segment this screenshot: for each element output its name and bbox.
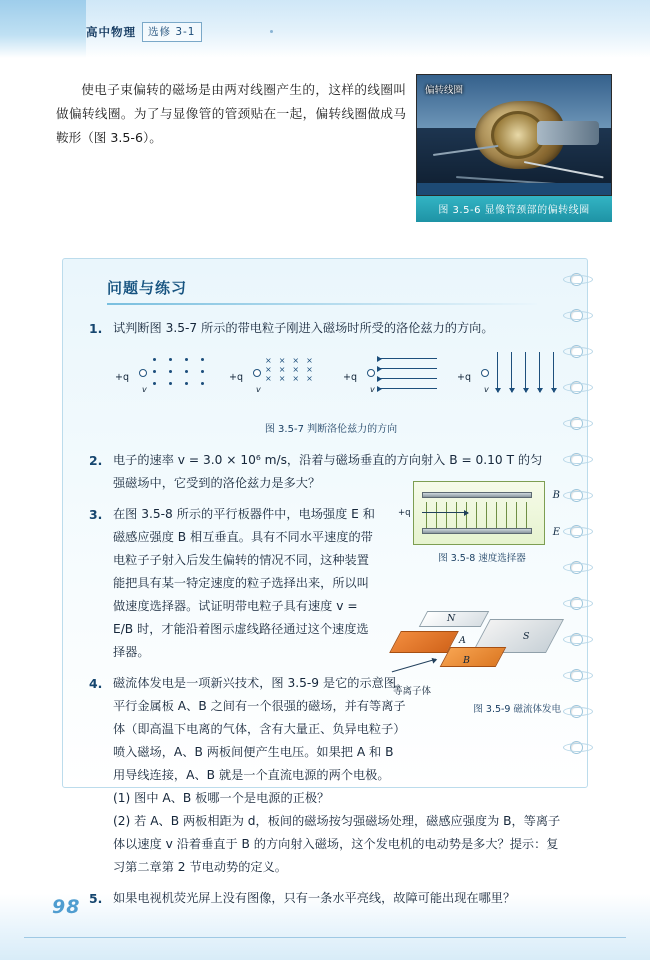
question-number: 1. <box>89 321 103 336</box>
charge-label: +q <box>229 372 243 383</box>
figure-3-5-6-caption: 图 3.5-6 显像管颈部的偏转线圈 <box>416 196 612 222</box>
binding-ring <box>563 419 593 428</box>
pole-s-label: S <box>523 631 530 642</box>
bottom-divider-rule <box>24 937 626 938</box>
binding-ring <box>563 491 593 500</box>
binding-ring <box>563 275 593 284</box>
binding-ring <box>563 743 593 752</box>
binding-ring <box>563 455 593 464</box>
figure-3-5-6 <box>416 74 612 222</box>
figure-3-5-7-caption: 图 3.5-7 判断洛伦兹力的方向 <box>264 424 398 435</box>
velocity-selector-diagram <box>398 481 560 545</box>
panel-title: 问题与练习 <box>107 279 188 297</box>
particle-marker <box>481 369 489 377</box>
photo-overlay-label: 偏转线圈 <box>425 85 464 96</box>
field-dots <box>151 356 215 392</box>
charge-label: +q <box>343 372 357 383</box>
field-arrows-horizontal <box>379 352 443 396</box>
lower-plate <box>422 528 532 534</box>
intro-paragraph: 使电子束偏转的磁场是由两对线圈产生的，这样的线圈叫做偏转线圈。为了与显像管的管颈贴在一起，偏转线圈做成马鞍形（图 3.5-6）。 <box>56 82 406 145</box>
question-subitem: (1) 图中 A、B 板哪一个是电源的正极？ <box>113 791 330 805</box>
field-B-label: B <box>552 490 560 501</box>
field-arrows-vertical <box>493 352 557 396</box>
velocity-label: v <box>484 385 489 394</box>
photo-bottom-bar <box>417 183 611 195</box>
plasma-flow-arrow <box>392 659 436 673</box>
question-text: 试判断图 3.5-7 所示的带电粒子刚进入磁场时所受的洛伦兹力的方向。 <box>113 321 494 335</box>
question-number: 5. <box>89 891 103 906</box>
binding-ring <box>563 527 593 536</box>
field-panel-arrows-down <box>457 350 559 398</box>
header-dot <box>270 30 273 33</box>
intro-paragraph-block <box>56 78 406 150</box>
binding-ring <box>563 383 593 392</box>
binding-ring <box>563 311 593 320</box>
header-subject: 高中物理 <box>86 25 136 39</box>
particle-marker <box>367 369 375 377</box>
velocity-label: v <box>142 385 147 394</box>
field-lines <box>426 502 530 528</box>
velocity-label: v <box>370 385 375 394</box>
photo-tube-neck <box>537 121 599 145</box>
photo-deflection-coil <box>416 74 612 196</box>
velocity-arrow <box>422 512 468 513</box>
upper-plate <box>422 492 532 498</box>
figure-3-5-8-caption: 图 3.5-8 速度选择器 <box>438 553 526 564</box>
header-volume: 选修 3-1 <box>142 22 202 42</box>
question-number: 2. <box>89 453 103 468</box>
field-E-label: E <box>552 527 560 538</box>
figure-3-5-8 <box>398 481 560 564</box>
question-number: 3. <box>89 507 103 522</box>
particle-marker <box>139 369 147 377</box>
field-panel-crosses-in <box>229 350 331 398</box>
charge-label: +q <box>115 372 129 383</box>
question-text: 在图 3.5-8 所示的平行板器件中，电场强度 E 和磁感应强度 B 相互垂直。具有不同水平速度的带电粒子子射入后发生偏转的情况不同，这种装置能把具有某一特定速度的粒子选择出来，所以叫做速度选择器。试证明带电粒子具有速度 v = E/B 时，才能沿着图示虚线路径通过这个速度选择器。 <box>113 507 375 659</box>
question-item <box>79 317 549 441</box>
question-text: 如果电视机荧光屏上没有图像，只有一条水平亮线，故障可能出现在哪里？ <box>113 891 516 905</box>
electrode-plate-b <box>440 647 507 667</box>
question-text: 电子的速率 v = 3.0 × 10⁶ m/s，沿着与磁场垂直的方向射入 B = 0.10 T 的匀强磁场中，它受到的洛伦兹力是多大？ <box>113 453 543 490</box>
top-band-left-accent <box>0 0 86 58</box>
question-number: 4. <box>89 676 103 691</box>
question-item <box>79 503 379 664</box>
figure-3-5-9 <box>389 605 569 715</box>
running-header <box>86 22 202 42</box>
charge-label: +q <box>457 372 471 383</box>
page-number: 98 <box>52 896 81 918</box>
plate-a-label: A <box>459 635 466 646</box>
question-text: 磁流体发电是一项新兴技术，图 3.5-9 是它的示意图。平行金属板 A、B 之间有一个很强的磁场，并有等离子体（即高温下电离的气体，含有大量正、负异电粒子）喷入磁场，A、B 两板间便产生电压。如果把 A 和 B 用导线连接，A、B 就是一个直流电源的两个电极。 <box>113 676 409 782</box>
binding-ring <box>563 347 593 356</box>
velocity-label: v <box>256 385 261 394</box>
mhd-generator-diagram <box>389 605 563 683</box>
plasma-label: 等离子体 <box>393 686 432 697</box>
question-item <box>79 887 549 910</box>
field-panel-arrows-right <box>343 350 445 398</box>
field-panel-dots-out <box>115 350 217 398</box>
panel-title-rule <box>107 303 537 305</box>
pole-n-label: N <box>447 613 456 624</box>
field-crosses: ×××× ×××× ×××× <box>265 356 320 383</box>
figure-3-5-7 <box>113 350 565 416</box>
binding-ring <box>563 563 593 572</box>
question-subitem: (2) 若 A、B 两板相距为 d，板间的磁场按匀强磁场处理，磁感应强度为 B，等离子体以速度 v 沿着垂直于 B 的方向射入磁场，这个发电机的电动势是多大？提示：复习第二章第 2 节电动势的定义。 <box>113 814 561 874</box>
charge-label: +q <box>398 508 411 518</box>
exercise-panel <box>62 258 588 906</box>
particle-marker <box>253 369 261 377</box>
figure-3-5-9-caption: 图 3.5-9 磁流体发电 <box>473 704 561 715</box>
plate-b-label: B <box>463 655 470 666</box>
